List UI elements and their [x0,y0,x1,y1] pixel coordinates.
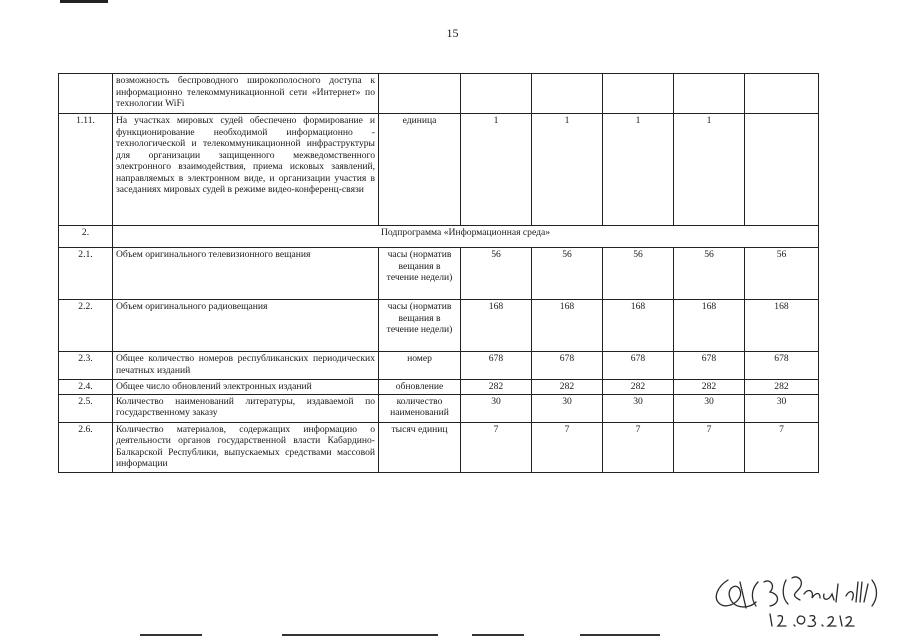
indicator-value: 30 [603,394,674,422]
indicator-value: 168 [603,300,674,352]
indicator-value: 678 [674,352,745,380]
section-row [59,226,819,248]
table-row [59,394,819,422]
indicator-value: 282 [745,380,819,395]
unit-of-measure: номер [379,352,461,380]
indicator-value: 30 [745,394,819,422]
indicator-value: 56 [674,248,745,300]
signature-image [700,568,890,628]
unit-of-measure: количество наименований [379,394,461,422]
indicator-value: 282 [603,380,674,395]
row-number [59,74,113,114]
indicator-value [674,74,745,114]
indicator-value: 56 [745,248,819,300]
row-number: 2.5. [59,394,113,422]
indicator-value: 678 [461,352,532,380]
indicator-value [745,74,819,114]
indicator-value: 678 [532,352,603,380]
indicator-value: 1 [532,114,603,226]
unit-of-measure: часы (норматив вещания в течение недели) [379,248,461,300]
bottom-edge-line [140,634,202,636]
bottom-edge-line [580,634,660,636]
row-number: 2.2. [59,300,113,352]
indicator-value: 56 [461,248,532,300]
indicator-description: Количество материалов, содержащих информацию о деятельности органов государственной власти Кабардино-Балкарской Республики, выпускаемых средствами массовой информации [113,422,379,472]
indicator-value [603,74,674,114]
unit-of-measure: часы (норматив вещания в течение недели) [379,300,461,352]
indicator-value: 30 [461,394,532,422]
indicator-description: Общее число обновлений электронных изданий [113,380,379,395]
unit-of-measure: обновление [379,380,461,395]
indicator-value [461,74,532,114]
top-edge-mark [60,0,108,3]
indicator-value: 282 [674,380,745,395]
indicator-value: 1 [603,114,674,226]
unit-of-measure: тысяч единиц [379,422,461,472]
row-number: 2.4. [59,380,113,395]
table-row [59,248,819,300]
unit-of-measure: единица [379,114,461,226]
table-row [59,74,819,114]
table-row [59,300,819,352]
table-row [59,422,819,472]
indicator-value [745,114,819,226]
indicator-description: Объем оригинального телевизионного вещания [113,248,379,300]
unit-of-measure [379,74,461,114]
bottom-edge-line [472,634,524,636]
indicator-value: 7 [461,422,532,472]
indicator-value: 7 [745,422,819,472]
indicator-description: Объем оригинального радиовещания [113,300,379,352]
row-number: 2.3. [59,352,113,380]
indicator-value: 678 [603,352,674,380]
indicator-value: 282 [532,380,603,395]
indicator-value: 56 [603,248,674,300]
table-row [59,380,819,395]
indicator-value: 1 [461,114,532,226]
row-number: 2. [59,226,113,248]
indicator-value: 30 [532,394,603,422]
indicator-value: 168 [674,300,745,352]
row-number: 1.11. [59,114,113,226]
indicator-value: 1 [674,114,745,226]
indicator-value: 7 [532,422,603,472]
section-title: Подпрограмма «Информационная среда» [113,226,819,248]
indicator-value: 7 [674,422,745,472]
page-number: 15 [446,26,459,40]
bottom-edge-line [282,634,438,636]
indicator-value: 168 [461,300,532,352]
indicator-value: 56 [532,248,603,300]
indicator-value: 678 [745,352,819,380]
table-row [59,114,819,226]
row-number: 2.6. [59,422,113,472]
indicator-description: возможность беспроводного широкополосного доступа к информационно телекоммуникационной сети «Интернет» по технологии WiFi [113,74,379,114]
indicator-description: Количество наименований литературы, издаваемой по государственному заказу [113,394,379,422]
indicator-value: 168 [532,300,603,352]
indicator-value: 282 [461,380,532,395]
indicator-value [532,74,603,114]
indicator-description: Общее количество номеров республиканских периодических печатных изданий [113,352,379,380]
indicator-value: 30 [674,394,745,422]
indicators-table [58,73,819,473]
indicator-value: 168 [745,300,819,352]
table-row [59,352,819,380]
indicator-value: 7 [603,422,674,472]
indicator-description: На участках мировых судей обеспечено формирование и функционирование необходимой информационно - технологической и телекоммуникационной инфраструктуры для организации защищенного межведомственного электронного взаимодействия, приема исковых заявлений, направляемых в электронном виде, и организации участия в заседаниях мировых судей в режиме видео-конференц-связи [113,114,379,226]
row-number: 2.1. [59,248,113,300]
